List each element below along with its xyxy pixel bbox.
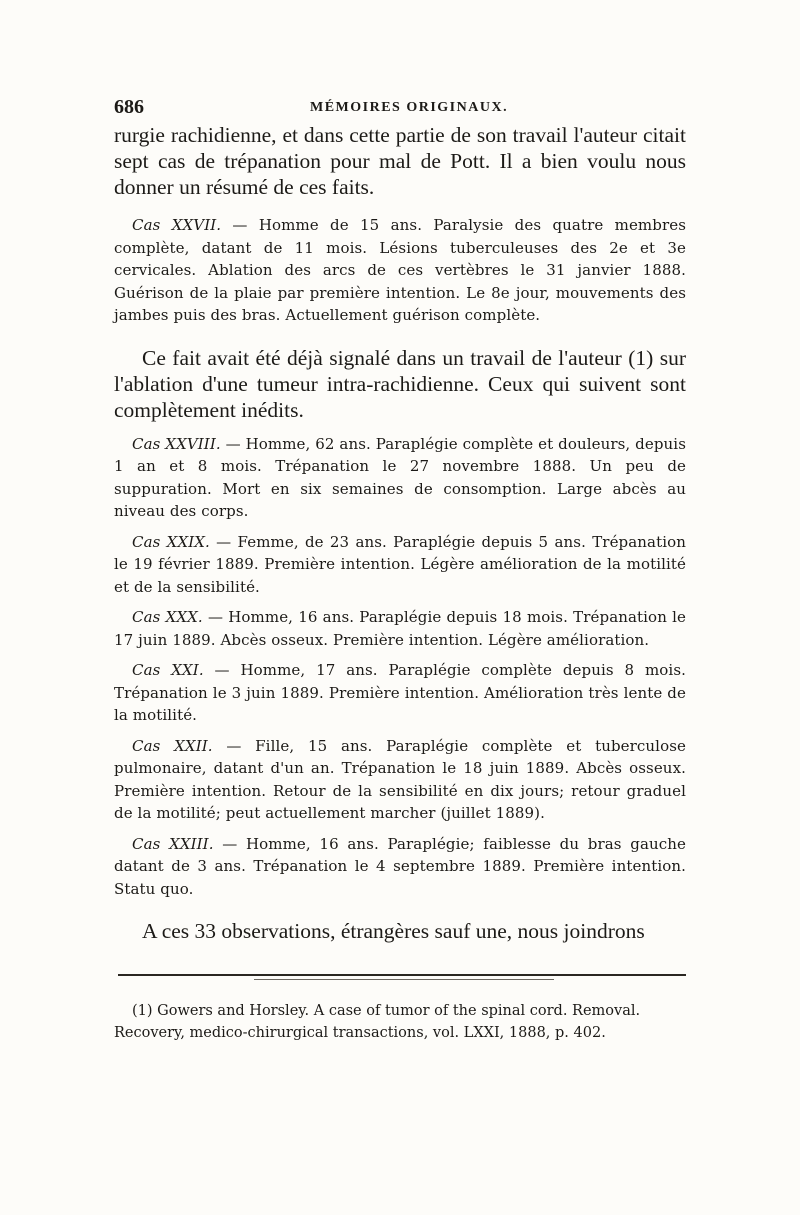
case-text: — Homme, 62 ans. Paraplégie complète et douleurs, depuis 1 an et 8 mois. Trépanation le 27 novembre 1888. Un peu de suppuration. Mort en six semaines de consomption. Large abcès au niveau des corps. — [114, 434, 686, 520]
case-title: Cas XXVIII. — [132, 434, 221, 453]
case-title: Cas XXII. — [132, 736, 213, 755]
case-title: Cas XXIX. — [132, 532, 210, 551]
case-text: — Fille, 15 ans. Paraplégie complète et tuberculose pulmonaire, datant d'un an. Trépanation le 18 juin 1889. Abcès osseux. Première intention. Retour de la sensibilité en dix jours; retour graduel de la motilité; peut actuellement marcher (juillet 1889). — [114, 736, 686, 822]
case-paragraph — [114, 833, 686, 901]
case-title: Cas XXX. — [132, 608, 203, 626]
footnote: (1) Gowers and Horsley. A case of tumor of the spinal cord. Removal. Recovery, medico-chirurgical transactions, vol. LXXI, 1888, p. 402. — [114, 1003, 641, 1041]
case-text: — Femme, de 23 ans. Paraplégie depuis 5 ans. Trépanation le 19 février 1889. Première intention. Légère amélioration de la motilité et de la sensibilité. — [114, 532, 687, 596]
page — [114, 96, 686, 1044]
divider-rule — [118, 974, 686, 976]
closing-paragraph: A ces 33 observations, étrangères sauf une, nous joindrons — [142, 919, 645, 943]
case-paragraph — [114, 433, 686, 523]
case-paragraph — [114, 659, 686, 727]
case-text: — Homme, 17 ans. Paraplégie complète depuis 8 mois. Trépanation le 3 juin 1889. Première intention. Amélioration très lente de la motilité. — [114, 661, 686, 724]
footnote-divider — [114, 974, 686, 984]
case-text: — Homme, 16 ans. Paraplégie; faiblesse du bras gauche datant de 3 ans. Trépanation le 4 septembre 1889. Première intention. Statu quo. — [114, 834, 686, 898]
intro-paragraph: rurgie rachidienne, et dans cette partie de son travail l'auteur citait sept cas de trépanation pour mal de Pott. Il a bien voulu nous donner un résumé de ces faits. — [114, 123, 686, 199]
case-title: Cas XXVII. — [132, 216, 222, 234]
case-paragraph — [114, 606, 686, 651]
case-text: — Homme, 16 ans. Paraplégie depuis 18 mois. Trépanation le 17 juin 1889. Abcès osseux. Première intention. Légère amélioration. — [114, 608, 686, 649]
page-number: 686 — [114, 96, 144, 118]
middle-paragraph: Ce fait avait été déjà signalé dans un travail de l'auteur (1) sur l'ablation d'une tumeur intra-rachidienne. Ceux qui suivent sont complètement inédits. — [114, 345, 686, 422]
page-header — [114, 96, 686, 122]
case-title: Cas XXIII. — [132, 834, 214, 853]
divider-thin-rule — [254, 979, 554, 980]
running-title: MÉMOIRES ORIGINAUX. — [310, 100, 509, 115]
case-paragraph — [114, 531, 686, 599]
case-title: Cas XXI. — [132, 661, 204, 679]
case-text: — Homme de 15 ans. Paralysie des quatre membres complète, datant de 11 mois. Lésions tuberculeuses des 2e et 3e cervicales. Ablation des arcs de ces vertèbres le 31 janvier 1888. Guérison de la plaie par première intention. Le 8e jour, mouvements des jambes puis des bras. Actuellement guérison complète. — [114, 216, 686, 324]
case-paragraph — [114, 214, 686, 327]
case-paragraph — [114, 735, 686, 825]
